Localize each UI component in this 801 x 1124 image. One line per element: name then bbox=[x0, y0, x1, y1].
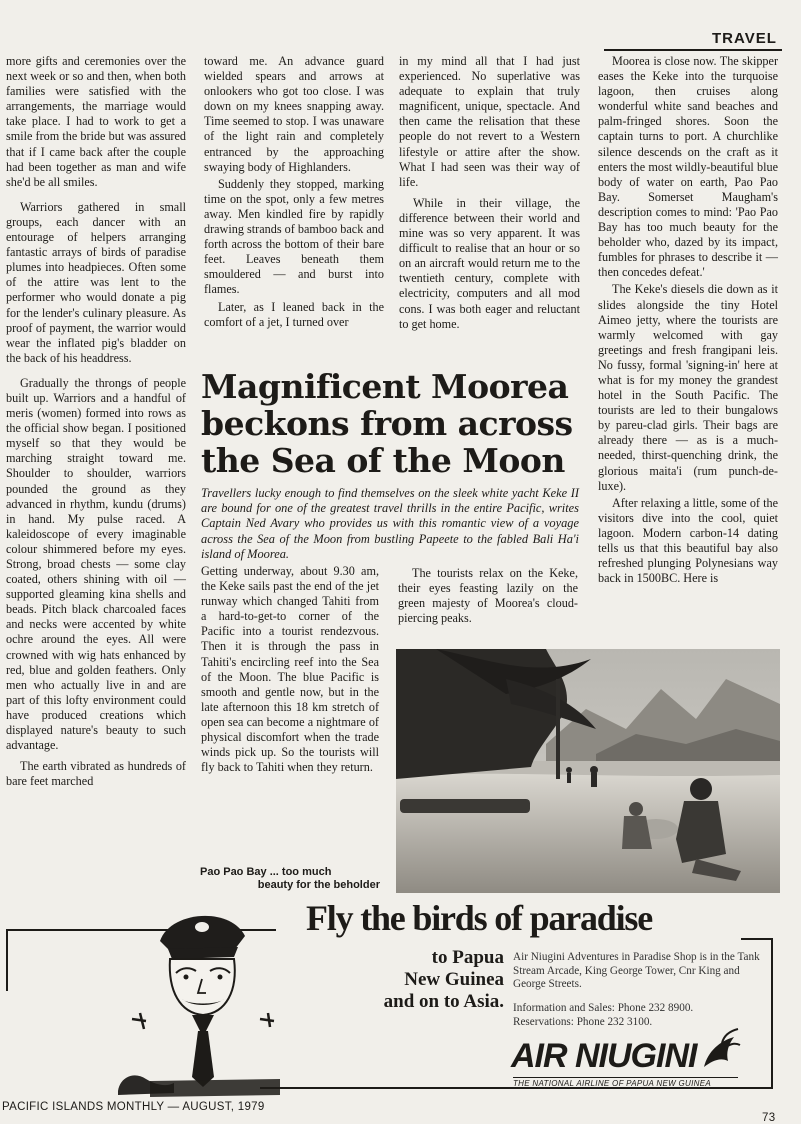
paragraph: Suddenly they stopped, marking time on the spot, only a few metres away. Men kindled fire by rapidly drawing strands of bamboo back and forth across the bottom of their bare feet. Leaves beneath them smouldered — and burst into flames. bbox=[204, 176, 384, 297]
article-body-left bbox=[201, 564, 379, 775]
paragraph: Gradually the throngs of people built up. Warriors and a handful of meris (women) formed into rows as the official show began. I positioned myself so that they would be marching straight toward me. Shoulder to shoulder, warriors pounded the ground as they advanced in rhythm, kundu (drums) in hand. My pulse raced. A kaleidoscope of every imaginable colour shimmered before my eyes. Strong, broad chests — some clay coated, others shining with oil — supported gleaming kina shells and beads. Pitch black charcoaled faces and necks were accented by white ochre around the eyes. All were crowned with wig hats enhanced by red, blue and golden feathers. Only men who actually live in and are part of this lofty environment could have produced creations which displayed nature's beauty to such advantage. bbox=[6, 375, 186, 753]
article-headline bbox=[201, 368, 593, 479]
ad-destinations bbox=[340, 947, 504, 1013]
headline-line: beckons from across bbox=[201, 404, 573, 443]
ad-destination-line: and on to Asia. bbox=[383, 991, 504, 1012]
article-deck: Travellers lucky enough to find themselves on the sleek white yacht Keke II are bound for one of the greatest travel thrills in the entire Pacific, writes Captain Ned Avary who provides us with this romantic view of a voyage across the Sea of the Moon from bustling Papeete to the fabled Bali Ha'i island of Moorea. bbox=[201, 486, 579, 561]
air-niugini-advertisement bbox=[0, 895, 801, 1105]
header-rule bbox=[604, 49, 782, 51]
ad-phone-reservations: Reservations: Phone 232 3100. bbox=[513, 1016, 653, 1028]
article-body-right bbox=[398, 566, 578, 626]
paragraph: Later, as I leaned back in the comfort of a jet, I turned over bbox=[204, 299, 384, 329]
paragraph: Moorea is close now. The skipper eases the Keke into the turquoise lagoon, then cruises along wonderful white sand beaches and palm-fringed shores. Soon the captain turns to port. A churchlike silence descends on the craft as it enters the most wildly-beautiful blue body of water on earth, Pao Pao Bay. Somerset Maugham's description comes to mind: 'Pao Pao Bay has too much beauty for the beholder who, dazed by its impact, fumbles for phrases to describe it — then concedes defeat.' bbox=[598, 54, 778, 280]
paragraph: After relaxing a little, some of the visitors dive into the cool, quiet lagoon. Modern carbon-14 dating tells us that this beautiful bay also refreshed plunging Polynesians way back in 1500BC. Here is bbox=[598, 495, 778, 586]
ad-destination-line: to Papua bbox=[431, 947, 504, 968]
ad-destination-line: New Guinea bbox=[404, 969, 504, 990]
ad-border-right bbox=[771, 938, 773, 1088]
article-column-2 bbox=[204, 54, 384, 330]
brand-tagline: THE NATIONAL AIRLINE OF PAPUA NEW GUINEA bbox=[513, 1079, 711, 1088]
ad-shop-address: Air Niugini Adventures in Paradise Shop is in the Tank Stream Arcade, King George Tower, Cnr King and George Streets. bbox=[513, 951, 760, 990]
article-column-1 bbox=[6, 54, 186, 789]
pilot-illustration-icon bbox=[110, 901, 300, 1107]
paragraph: more gifts and ceremonies over the next week or so and then, when both families were satisfied with the arrangements, the marriage would take place. I had to work to get a smile from the bride but was assured that if I came back after the couple had been together as man and wife she'd be all smiles. bbox=[6, 54, 186, 189]
ad-phone-sales: Information and Sales: Phone 232 8900. bbox=[513, 1002, 694, 1014]
ad-border-left bbox=[6, 929, 8, 991]
caption-line: Pao Pao Bay ... too much bbox=[200, 866, 332, 878]
paragraph: Getting underway, about 9.30 am, the Keke sails past the end of the jet runway which changed Tahiti from a hard-to-get-to corner of the Pacific into a tourist rendezvous. Then it is through the pass in Tahiti's encircling reef into the Sea of the Moon. The blue Pacific is smooth and gentle now, but in the late afternoon this 18 km stretch of open sea can become a nightmare of physical discomfort when the trade winds pick up. So the tourists will fly back to Tahiti when they return. bbox=[201, 564, 379, 775]
photo-pao-pao-bay bbox=[396, 649, 780, 893]
publication-footer: PACIFIC ISLANDS MONTHLY — AUGUST, 1979 bbox=[2, 1101, 265, 1113]
ad-border-top-right bbox=[741, 938, 771, 940]
brand-underline bbox=[513, 1077, 738, 1078]
paragraph: The earth vibrated as hundreds of bare feet marched bbox=[6, 759, 186, 789]
beach-photo-image bbox=[396, 649, 780, 893]
headline-line: Magnificent Moorea bbox=[201, 367, 569, 406]
section-tag: TRAVEL bbox=[712, 30, 777, 47]
headline-line: the Sea of the Moon bbox=[201, 441, 565, 480]
paragraph: The tourists relax on the Keke, their eyes feasting lazily on the green majesty of Moorea's cloud-piercing peaks. bbox=[398, 566, 578, 626]
paragraph: in my mind all that I had just experienced. No superlative was adequate to explain that truly magnificent, unique, spectacle. And then came the relisation that these people do not revert to a Western lifestyle or attire after the show. What I had seen was their way of life. bbox=[399, 54, 580, 189]
article-column-4 bbox=[598, 54, 778, 586]
brand-logo-text: AIR NIUGINI bbox=[511, 1037, 697, 1075]
bird-of-paradise-logo-icon bbox=[698, 1027, 742, 1075]
caption-line: beauty for the beholder bbox=[257, 879, 380, 891]
paragraph: Warriors gathered in small groups, each dancer with an entourage of helpers arranging fantastic arrays of birds of paradise plumes into headpieces. Often some of the attire was lent to the performer who would donate a pig for the lender's culinary pleasure. As proof of payment, the warrior would wear the inflated pig's bladder on the back of his headdress. bbox=[6, 199, 186, 365]
article-column-3 bbox=[399, 54, 580, 332]
photo-caption bbox=[200, 866, 380, 892]
ad-title: Fly the birds of paradise bbox=[306, 898, 653, 938]
paragraph: While in their village, the difference between their world and mine was so very apparent. It was difficult to realise that an hour or so on an aircraft would return me to the twentieth century, complete with electricity, computers and all mod cons. I was both eager and reluctant to get home. bbox=[399, 195, 580, 331]
paragraph: The Keke's diesels die down as it slides alongside the tiny Hotel Aimeo jetty, where the tourists are warmly welcomed with gay greetings and fresh frangipani leis. No fussy, formal 'signing-in' here at what is for my money the grandest hotel in the South Pacific. The tourists are led to their bungalows by pareu-clad girls. Their bags are already there — as is a much-needed, thirst-quenching drink, the glorious maita'i (rum punch-de-luxe). bbox=[598, 282, 778, 493]
page-number: 73 bbox=[762, 1112, 776, 1124]
paragraph: toward me. An advance guard wielded spears and arrows at onlookers who got too close. I was down on my knees snapping away. Time seemed to stop. I was unaware of the light rain and completely entranced by the approaching swaying body of Highlanders. bbox=[204, 54, 384, 174]
